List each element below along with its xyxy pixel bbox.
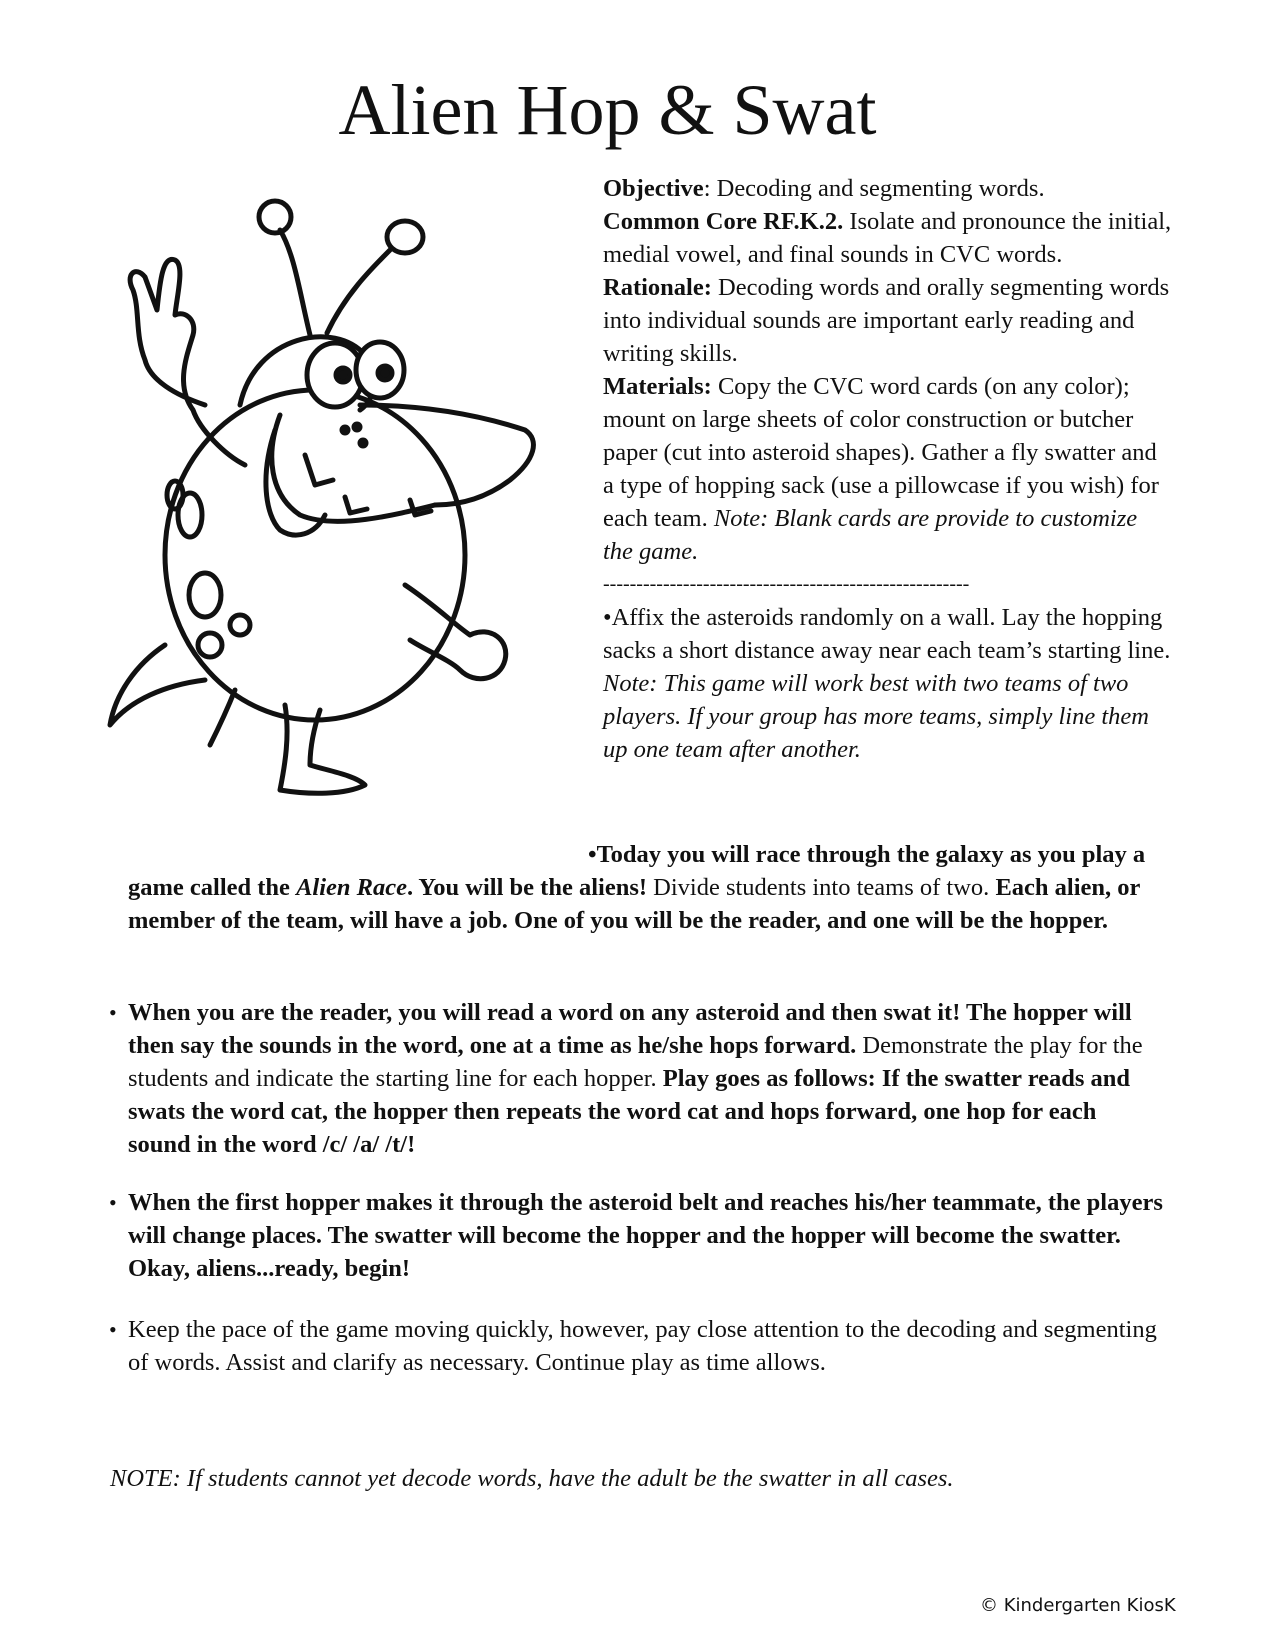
- setup-note: Note: This game will work best with two teams of two players. If your group has more teams, simply line them up one team after another.: [603, 670, 1149, 763]
- intro-bold-1: •Today you will race through the galaxy as you play a game called the: [128, 841, 1146, 901]
- rationale-paragraph: [603, 271, 1173, 370]
- bullet3-text: Keep the pace of the game moving quickly, however, pay close attention to the decoding and segmenting of words. Assist and clarify as necessary. Continue play as time allows.: [128, 1316, 1157, 1376]
- setup-text: •Affix the asteroids randomly on a wall. Lay the hopping sacks a short distance away near each team’s starting line.: [603, 604, 1171, 664]
- divider: -------------------------------------------------------: [603, 573, 970, 595]
- bullet-pace: [109, 1313, 1163, 1379]
- objective-label: Objective: [603, 175, 704, 202]
- bullet-switch: [109, 1186, 1163, 1285]
- bullet-dot: •: [109, 1000, 117, 1025]
- copyright-credit: © Kindergarten KiosK: [980, 1595, 1176, 1616]
- objective-paragraph: [603, 172, 1173, 205]
- common-core-text: Isolate and pronounce the initial, medial vowel, and final sounds in CVC words.: [603, 208, 1172, 268]
- rationale-text: Decoding words and orally segmenting words into individual sounds are important early reading and writing skills.: [603, 274, 1170, 367]
- common-core-label: Common Core RF.K.2.: [603, 208, 844, 235]
- intro-paragraph: [128, 838, 1163, 937]
- bullet-dot: •: [109, 1317, 117, 1342]
- setup-paragraph: [603, 601, 1173, 766]
- materials-paragraph: [603, 370, 1173, 568]
- materials-text: Copy the CVC word cards (on any color); mount on large sheets of color construction or butcher paper (cut into asteroid shapes). Gather a fly swatter and a type of hopping sack (use a pillowcase if you wish) for each team.: [603, 373, 1159, 532]
- bullet1-bold: When you are the reader, you will read a word on any asteroid and then swat it! The hopper will then say the sounds in the word, one at a time as he/she hops forward.: [128, 999, 1132, 1059]
- common-core-paragraph: [603, 205, 1173, 271]
- activity-details: [603, 172, 1173, 766]
- objective-text: : Decoding and segmenting words.: [703, 175, 1045, 202]
- note-paragraph: NOTE: If students cannot yet decode words, have the adult be the swatter in all cases.: [110, 1465, 954, 1492]
- bullet-dot: •: [109, 1190, 117, 1215]
- page-title: Alien Hop & Swat: [338, 70, 877, 150]
- intro-italic: Alien Race: [296, 874, 407, 901]
- alien-illustration: [105, 195, 560, 815]
- bullet1-bold2: Play goes as follows: If the swatter reads and swats the word cat, the hopper then repeats the word cat and hops forward, one hop for each sound in the word /c/ /a/ /t/!: [128, 1065, 1131, 1158]
- intro-bold-3: Each alien, or member of the team, will have a job. One of you will be the reader, and one will be the hopper.: [128, 874, 1140, 934]
- rationale-label: Rationale:: [603, 274, 712, 301]
- materials-label: Materials:: [603, 373, 712, 400]
- bullet1-normal: Demonstrate the play for the students and indicate the starting line for each hopper.: [128, 1032, 1143, 1092]
- materials-note: Note: Blank cards are provide to customize the game.: [603, 505, 1138, 565]
- bullet2-bold: When the first hopper makes it through the asteroid belt and reaches his/her teammate, the players will change places. The swatter will become the hopper and the hopper will become the swatter. Okay, aliens...ready, begin!: [128, 1189, 1163, 1282]
- intro-bold-2: . You will be the aliens!: [406, 874, 648, 901]
- bullet-reader: [109, 996, 1163, 1161]
- intro-normal: Divide students into teams of two.: [647, 874, 990, 901]
